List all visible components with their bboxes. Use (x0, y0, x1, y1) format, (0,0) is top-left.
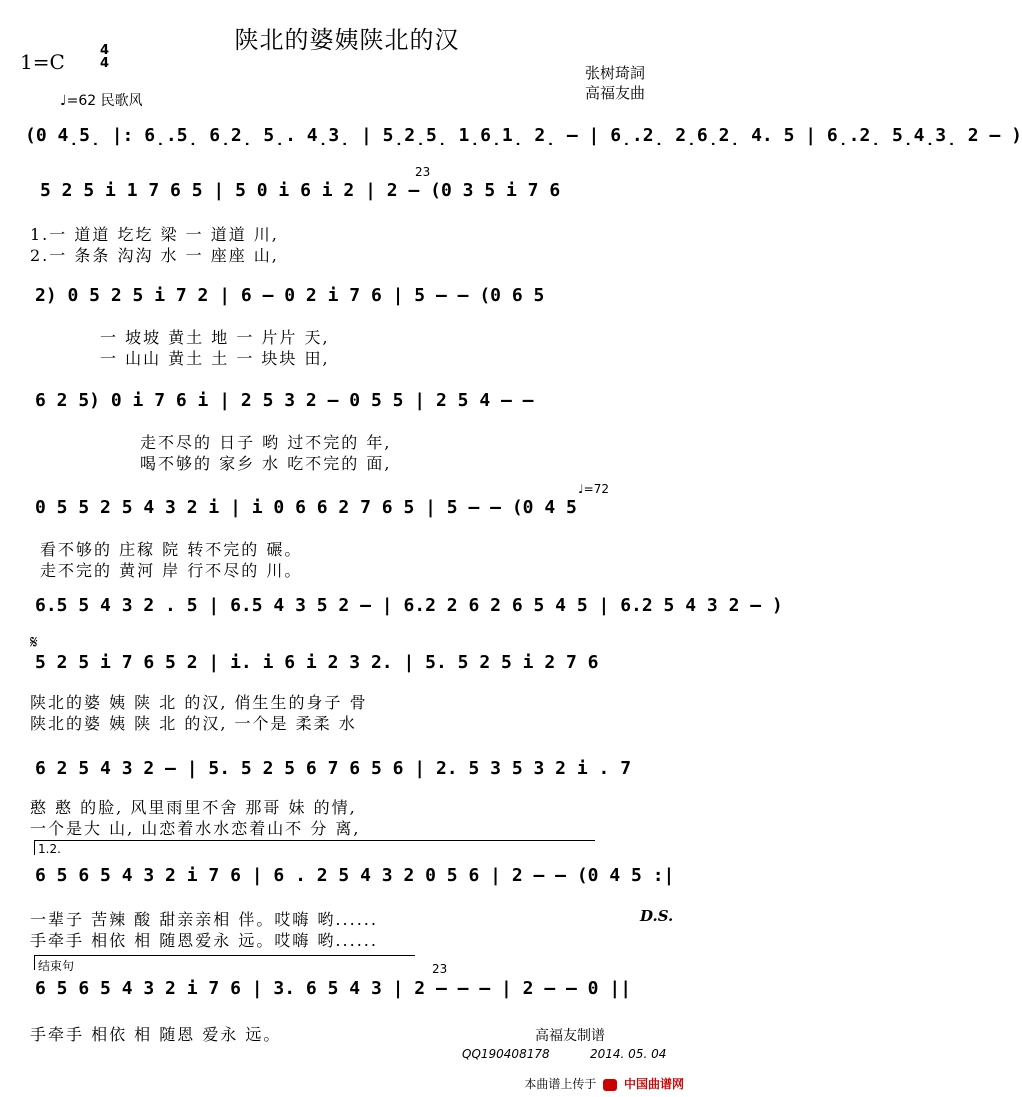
ds-marking: D.S. (640, 907, 674, 925)
score-line-interlude: 6.5 5 4 3 2 . 5 | 6.5 4 3 5 2 – | 6.2 2 6 2 6 5 4 5 | 6.2 5 4 3 2 – ) (35, 595, 783, 616)
lyrics-line-v1: 走不尽的 日子 哟 过不完的 年, (140, 433, 392, 452)
lyrics-line-v2: 陕北的婆 姨 陕 北 的汉, 一个是 柔柔 水 (30, 714, 357, 733)
lyrics-line-v1: 陕北的婆 姨 陕 北 的汉, 俏生生的身子 骨 (30, 693, 368, 712)
score-line-chorus-3: 6 5 6 5 4 3 2 i 7 6 | 6 . 2 5 4 3 2 0 5 6 | 2 – – (0 4 5 :| (35, 865, 675, 886)
tempo-change: ♩=72 (578, 482, 609, 496)
lyricist-credit: 张树琦詞 (585, 64, 646, 82)
key-signature: 1=C (20, 50, 65, 74)
score-line-ending: 6 5 6 5 4 3 2 i 7 6 | 3. 6 5 4 3 | 2 – – – | 2 – – 0 || (35, 978, 632, 999)
volta-label: 1.2. (38, 842, 61, 856)
lyrics-line-v1: 1.一 道道 圪圪 梁 一 道道 川, (30, 225, 279, 244)
score-line-verse-2: 2) 0 5 2 5 i 7 2 | 6 – 0 2 i 7 6 | 5 – – (0 6 5 (35, 285, 545, 306)
score-line-verse-3: 6 2 5) 0 i 7 6 i | 2 5 3 2 – 0 5 5 | 2 5 4 – – (35, 390, 534, 411)
lyrics-line-v2: 一个是大 山, 山恋着水水恋着山不 分 离, (30, 819, 361, 838)
time-bottom: 4 (100, 56, 110, 71)
site-name: 中国曲谱网 (623, 1077, 684, 1091)
composer-credit: 高福友曲 (585, 84, 646, 102)
date-stamp: 2014. 05. 04 (590, 1047, 667, 1061)
upload-text: 本曲谱上传于 (524, 1077, 597, 1091)
volta-bracket (34, 840, 595, 855)
song-title: 陕北的婆姨陕北的汉 (234, 26, 460, 54)
lyrics-line-v1: 一 坡坡 黄土 地 一 片片 天, (100, 328, 330, 347)
lyrics-line-ending: 手牵手 相依 相 随恩 爱永 远。 (30, 1025, 282, 1044)
ending-label: 结束句 (38, 959, 75, 973)
lyrics-line-v2: 手牵手 相依 相 随恩爱永 远。哎嗨 哟...... (30, 931, 378, 950)
lyrics-line-v1: 一辈子 苦辣 酸 甜亲亲相 伴。哎嗨 哟...... (30, 910, 378, 929)
site-logo-icon (603, 1079, 617, 1091)
grace-note: 23 (415, 165, 431, 179)
time-top: 4 (100, 43, 110, 58)
score-line-chorus-1: 5 2 5 i 7 6 5 2 | i. i 6 i 2 3 2. | 5. 5 2 5 i 2 7 6 (35, 652, 599, 673)
arranger-credit: 高福友制谱 (535, 1028, 605, 1044)
time-signature (100, 44, 109, 70)
score-line-verse-1: 5 2 5 i 1 7 6 5 | 5 0 i 6 i 2 | 2 – (0 3 5 i 7 6 (40, 180, 561, 201)
lyrics-line-v1: 看不够的 庄稼 院 转不完的 碾。 (40, 540, 303, 559)
grace-note: 23 (432, 962, 448, 976)
lyrics-line-v2: 2.一 条条 沟沟 水 一 座座 山, (30, 246, 279, 265)
lyrics-line-v2: 一 山山 黄土 土 一 块块 田, (100, 349, 330, 368)
tempo-marking: ♩=62 民歌风 (60, 93, 143, 109)
score-line-intro: (0 4̣5̣ |: 6̣.5̣ 6̣2̣ 5̣. 4̣3̣ | 5̣2̣5̣ 1̣6̣1̣ 2̣ – | 6̣.2̣ 2̣6̣2̣ 4. 5 | 6̣.2̣ 5̣4̣3̣ 2 – ) (25, 125, 1022, 146)
upload-watermark (524, 1075, 684, 1092)
score-line-chorus-2: 6 2 5 4 3 2 – | 5. 5 2 5 6 7 6 5 6 | 2. 5 3 5 3 2 i . 7 (35, 758, 632, 779)
score-line-verse-4: 0 5 5 2 5 4 3 2 i | i 0 6 6 2 7 6 5 | 5 – – (0 4 5 (35, 497, 577, 518)
qq-number: QQ190408178 (462, 1047, 550, 1061)
lyrics-line-v2: 走不完的 黄河 岸 行不尽的 川。 (40, 561, 303, 580)
ending-bracket (34, 955, 415, 970)
lyrics-line-v1: 憨 憨 的脸, 风里雨里不舍 那哥 妹 的情, (30, 798, 357, 817)
segno-sign: 𝄋 (30, 632, 38, 653)
lyrics-line-v2: 喝不够的 家乡 水 吃不完的 面, (140, 454, 392, 473)
